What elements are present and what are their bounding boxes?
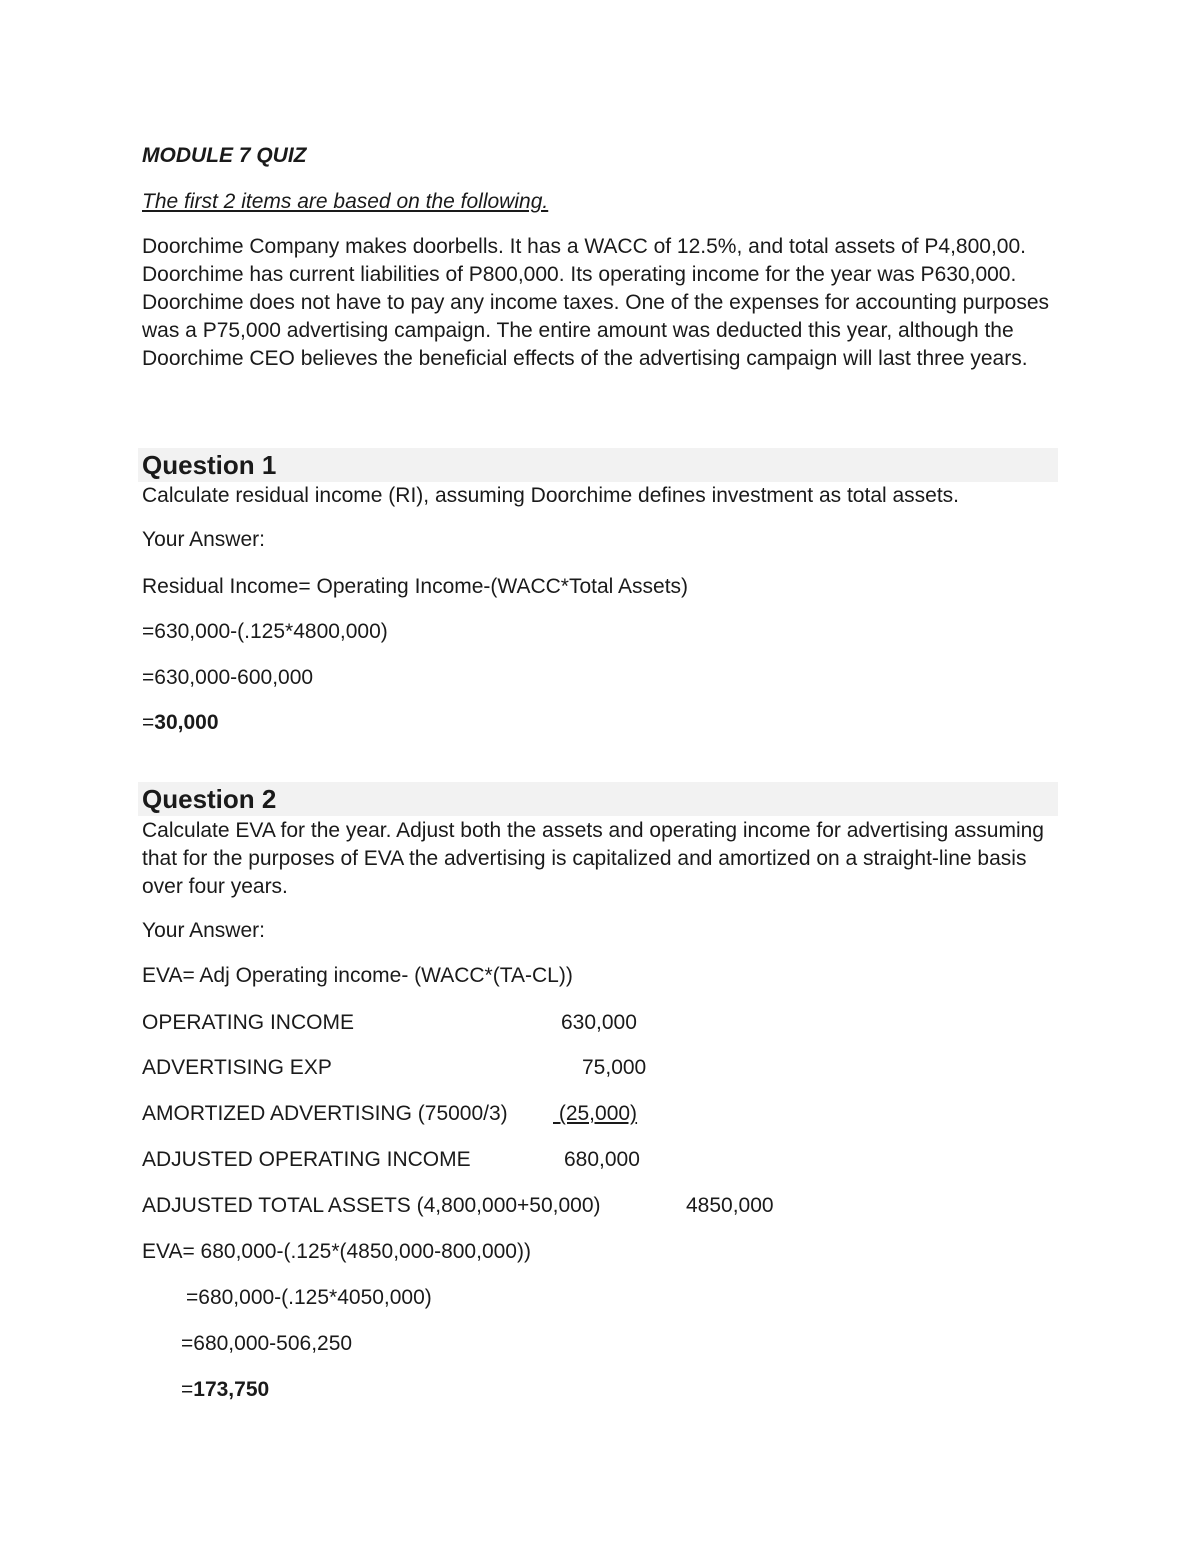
- question-2-step-2: =680,000-506,250: [181, 1332, 353, 1355]
- question-2-eva-line: EVA= 680,000-(.125*(4850,000-800,000)): [142, 1240, 531, 1263]
- question-2-step-1: =680,000-(.125*4050,000): [186, 1286, 432, 1309]
- row-label-amortized-advertising: AMORTIZED ADVERTISING (75000/3): [142, 1102, 508, 1125]
- question-2-heading: Question 2: [142, 784, 277, 814]
- question-2-answer-label: Your Answer:: [142, 919, 265, 942]
- question-1-result: [142, 709, 219, 737]
- row-value-advertising-exp: 75,000: [582, 1056, 647, 1079]
- question-2-formula: EVA= Adj Operating income- (WACC*(TA-CL)): [142, 964, 573, 987]
- question-1-answer-label: Your Answer:: [142, 528, 265, 551]
- row-value-operating-income: 630,000: [561, 1011, 637, 1034]
- row-label-advertising-exp: ADVERTISING EXP: [142, 1056, 332, 1079]
- row-label-operating-income: OPERATING INCOME: [142, 1011, 354, 1034]
- row-value-adjusted-operating-income: 680,000: [564, 1148, 640, 1171]
- question-1-result-value: 30,000: [154, 711, 219, 734]
- quiz-subtitle: The first 2 items are based on the following.: [142, 190, 549, 213]
- row-value-amortized-advertising: (25,000): [553, 1102, 638, 1125]
- question-1-result-prefix: =: [142, 711, 155, 734]
- row-label-adjusted-operating-income: ADJUSTED OPERATING INCOME: [142, 1148, 471, 1171]
- question-1-heading: Question 1: [142, 450, 277, 480]
- question-2-result-prefix: =: [181, 1378, 194, 1401]
- question-2-prompt: Calculate EVA for the year. Adjust both the assets and operating income for advertising assuming that for the purposes of EVA the advertising is capitalized and amortized on a straight-line basis over four years.: [142, 819, 1044, 898]
- question-2-result: [181, 1376, 269, 1404]
- question-1-formula: Residual Income= Operating Income-(WACC*Total Assets): [142, 575, 689, 598]
- question-1-step-1: =630,000-(.125*4800,000): [142, 620, 388, 643]
- intro-paragraph: Doorchime Company makes doorbells. It has a WACC of 12.5%, and total assets of P4,800,00. Doorchime has current liabilities of P800,000. Its operating income for the year was P630,000. Doorchime does not have to pay any income taxes. One of the expenses for accounting purposes was a P75,000 advertising campaign. The entire amount was deducted this year, although the Doorchime CEO believes the beneficial effects of the advertising campaign will last three years.: [142, 235, 1050, 370]
- quiz-title: MODULE 7 QUIZ: [142, 144, 307, 167]
- question-1-step-2: =630,000-600,000: [142, 666, 314, 689]
- question-1-prompt: Calculate residual income (RI), assuming Doorchime defines investment as total assets.: [142, 484, 960, 507]
- question-2-result-value: 173,750: [193, 1378, 270, 1401]
- row-label-adjusted-total-assets: ADJUSTED TOTAL ASSETS (4,800,000+50,000): [142, 1194, 601, 1217]
- row-value-adjusted-total-assets: 4850,000: [686, 1194, 774, 1217]
